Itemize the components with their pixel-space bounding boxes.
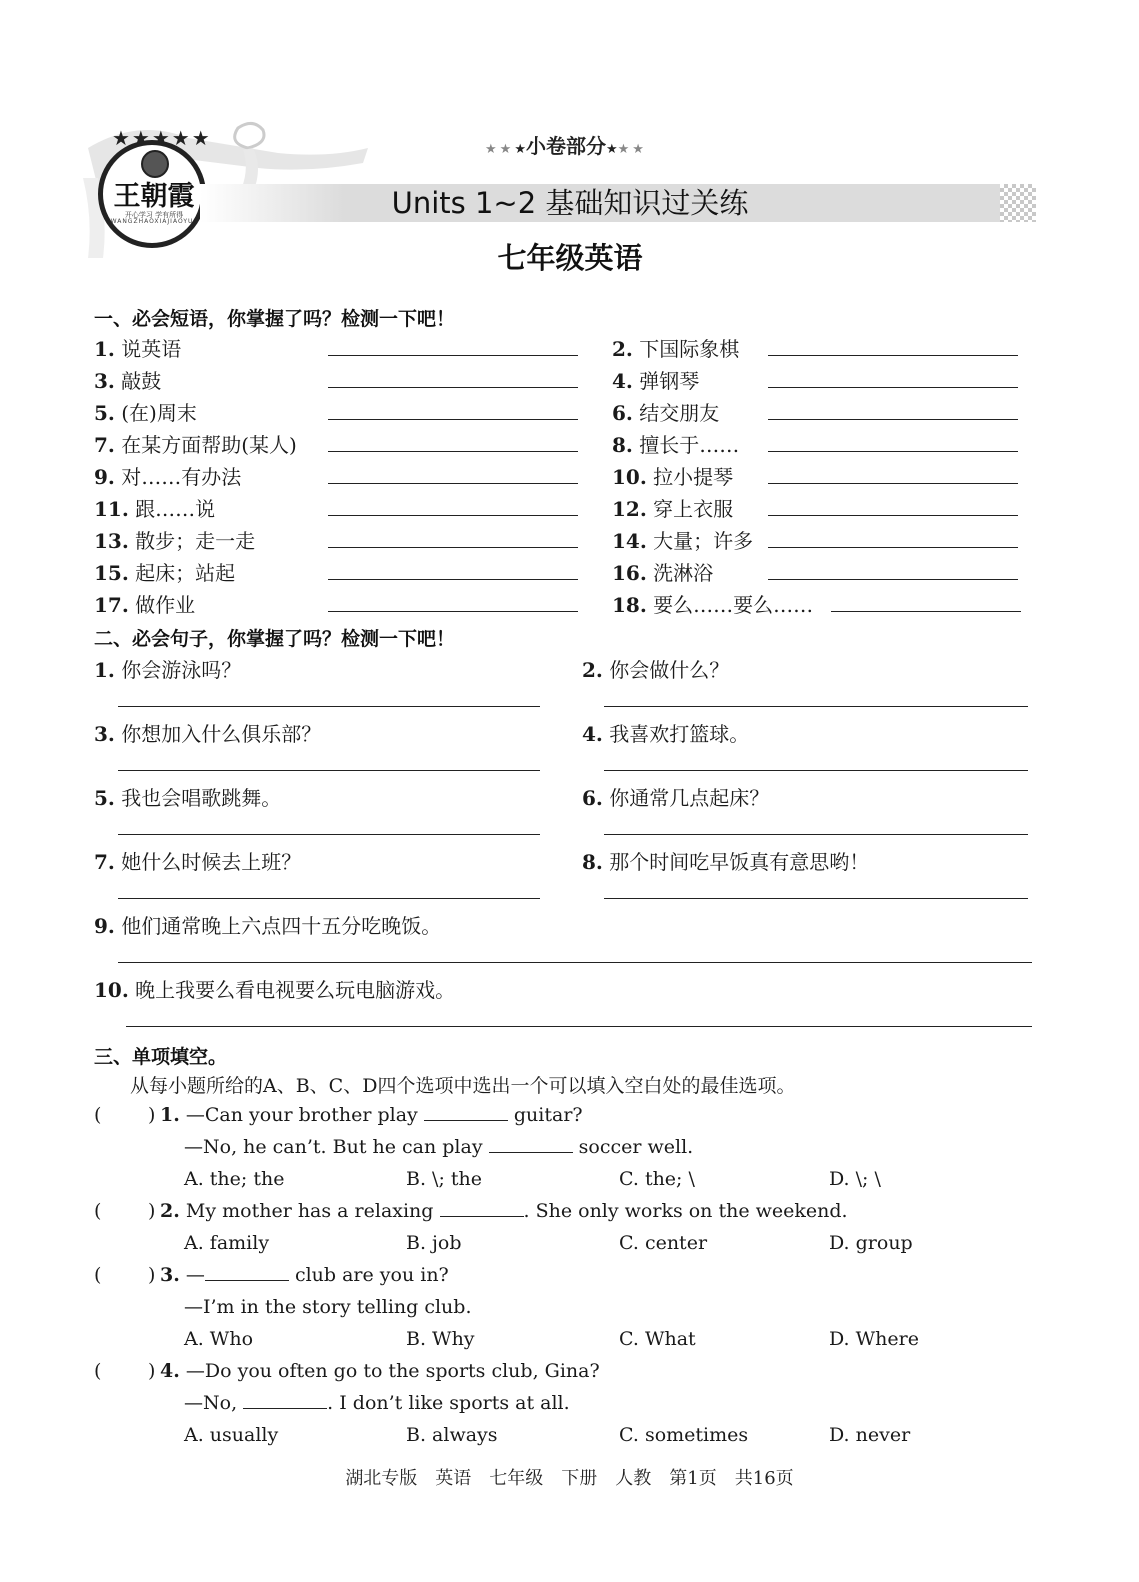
answer-paren-close: ) (148, 1264, 156, 1286)
phrase-text: 在某方面帮助(某人) (121, 433, 297, 457)
phrase-text: 弹钢琴 (639, 369, 700, 393)
question-number: 3. (160, 1264, 180, 1286)
sentence-number: 4. (582, 722, 603, 746)
logo-slogan: 开心学习 学有所得 (124, 211, 184, 219)
phrase-item (612, 526, 753, 556)
option[interactable]: A. the; the (184, 1168, 285, 1190)
sentence-number: 3. (94, 722, 115, 746)
answer-line[interactable] (118, 898, 540, 899)
answer-blank[interactable] (768, 355, 1018, 356)
checker-decoration (1000, 184, 1036, 222)
logo-text: 王朝霞 (113, 181, 195, 212)
phrase-text: 穿上衣服 (653, 497, 734, 521)
option[interactable]: C. the; \ (619, 1168, 695, 1190)
phrase-text: 对……有办法 (121, 465, 242, 489)
sentence-number: 7. (94, 850, 115, 874)
option[interactable]: A. Who (184, 1328, 254, 1350)
sentence-text: 她什么时候去上班？ (121, 850, 302, 874)
sentence-number: 8. (582, 850, 603, 874)
question-text: — (185, 1264, 205, 1286)
star-icon: ★ (606, 142, 618, 157)
phrase-number: 8. (612, 433, 633, 457)
phrase-text: 擅长于…… (639, 433, 740, 457)
question-number: 1. (160, 1104, 180, 1126)
phrase-text: 下国际象棋 (639, 337, 740, 361)
phrase-item (612, 366, 699, 396)
phrase-number: 4. (612, 369, 633, 393)
answer-blank[interactable] (328, 483, 578, 484)
question-number: 2. (160, 1200, 180, 1222)
answer-blank[interactable] (328, 419, 578, 420)
phrase-number: 7. (94, 433, 115, 457)
phrase-number: 18. (612, 593, 647, 617)
answer-blank[interactable] (328, 355, 578, 356)
option[interactable]: C. center (619, 1232, 708, 1254)
logo-ring-text: WANGZHAOXIAJIAOYU (110, 218, 194, 225)
question-line (184, 1392, 570, 1414)
logo-stars-icon: ★★★★★ (112, 126, 212, 150)
sentence-item (582, 654, 729, 683)
question-text: soccer well. (578, 1136, 694, 1158)
sentence-text: 你想加入什么俱乐部？ (121, 722, 322, 746)
question-text: . She only works on the weekend. (523, 1200, 848, 1222)
question-line (184, 1136, 693, 1158)
question-line (160, 1360, 600, 1382)
phrase-text: 洗淋浴 (653, 561, 714, 585)
phrase-text: 跟……说 (135, 497, 216, 521)
answer-blank[interactable] (831, 611, 1021, 612)
phrase-item (94, 494, 215, 524)
phrase-text: 起床；站起 (135, 561, 236, 585)
part1-heading: 一、必会短语，你掌握了吗？检测一下吧！ (94, 308, 456, 330)
phrase-item (94, 430, 297, 460)
answer-line[interactable] (604, 834, 1028, 835)
phrase-item (612, 494, 733, 524)
answer-blank[interactable] (768, 451, 1018, 452)
sentence-item (94, 910, 441, 939)
phrase-number: 12. (612, 497, 647, 521)
answer-paren-open: ( (94, 1264, 102, 1286)
option[interactable]: A. usually (184, 1424, 279, 1446)
sentence-item (94, 782, 281, 811)
option[interactable]: A. family (184, 1232, 270, 1254)
answer-blank[interactable] (328, 387, 578, 388)
question-text: My mother has a relaxing (185, 1200, 434, 1222)
sentence-text: 晚上我要么看电视要么玩电脑游戏。 (135, 978, 456, 1002)
answer-line[interactable] (126, 1026, 1032, 1027)
question-text: . I don’t like sports at all. (327, 1392, 570, 1414)
answer-paren-open: ( (94, 1360, 102, 1382)
answer-blank[interactable] (768, 387, 1018, 388)
sentence-number: 2. (582, 658, 603, 682)
phrase-item (94, 526, 255, 556)
question-text: —Do you often go to the sports club, Gina? (185, 1360, 600, 1382)
question-text: —No, (184, 1392, 238, 1414)
phrase-number: 3. (94, 369, 115, 393)
answer-line[interactable] (118, 770, 540, 771)
phrase-text: 拉小提琴 (653, 465, 734, 489)
answer-line[interactable] (604, 898, 1028, 899)
section-tag-text: 小卷部分 (526, 134, 606, 158)
option[interactable]: B. job (406, 1232, 462, 1254)
phrase-number: 2. (612, 337, 633, 361)
option[interactable]: B. \; the (406, 1168, 482, 1190)
section-tag (466, 130, 666, 159)
phrase-number: 16. (612, 561, 647, 585)
phrase-number: 15. (94, 561, 129, 585)
fill-blank[interactable] (489, 1136, 573, 1153)
phrase-text: 结交朋友 (639, 401, 720, 425)
sentence-item (94, 718, 321, 747)
question-text: club are you in? (294, 1264, 449, 1286)
answer-blank[interactable] (768, 515, 1018, 516)
sentence-text: 他们通常晚上六点四十五分吃晚饭。 (121, 914, 442, 938)
answer-line[interactable] (604, 770, 1028, 771)
part2-heading: 二、必会句子，你掌握了吗？检测一下吧！ (94, 628, 456, 650)
phrase-number: 9. (94, 465, 115, 489)
phrase-number: 5. (94, 401, 115, 425)
phrase-item (612, 462, 733, 492)
sentence-number: 6. (582, 786, 603, 810)
sentence-item (94, 846, 301, 875)
page-title: Units 1~2 基础知识过关练 (391, 186, 749, 220)
fill-blank[interactable] (243, 1392, 327, 1409)
part3-heading: 三、单项填空。 (94, 1046, 228, 1068)
phrase-text: 做作业 (135, 593, 196, 617)
option[interactable]: D. never (829, 1424, 911, 1446)
phrase-item (94, 590, 195, 620)
answer-line[interactable] (118, 962, 1032, 963)
phrase-text: 说英语 (121, 337, 182, 361)
phrase-item (612, 398, 719, 428)
answer-blank[interactable] (768, 579, 1018, 580)
answer-line[interactable] (118, 834, 540, 835)
question-line (160, 1200, 848, 1222)
question-text: —No, he can’t. But he can play (184, 1136, 483, 1158)
option[interactable]: D. group (829, 1232, 913, 1254)
answer-blank[interactable] (768, 547, 1018, 548)
answer-paren-open: ( (94, 1104, 102, 1126)
option[interactable]: D. Where (829, 1328, 919, 1350)
phrase-number: 17. (94, 593, 129, 617)
sentence-number: 9. (94, 914, 115, 938)
phrase-number: 6. (612, 401, 633, 425)
phrase-text: 散步；走一走 (135, 529, 256, 553)
option[interactable]: C. What (619, 1328, 696, 1350)
option[interactable]: C. sometimes (619, 1424, 749, 1446)
question-number: 4. (160, 1360, 180, 1382)
answer-blank[interactable] (768, 483, 1018, 484)
answer-paren-open: ( (94, 1200, 102, 1222)
phrase-item (94, 398, 197, 428)
phrase-number: 1. (94, 337, 115, 361)
question-line (160, 1104, 583, 1126)
answer-blank[interactable] (768, 419, 1018, 420)
phrase-item (612, 558, 713, 588)
phrase-text: (在)周末 (121, 401, 197, 425)
phrase-number: 14. (612, 529, 647, 553)
answer-blank[interactable] (328, 515, 578, 516)
sentence-text: 你会游泳吗？ (121, 658, 242, 682)
sentence-text: 我也会唱歌跳舞。 (121, 786, 282, 810)
question-line: —I’m in the story telling club. (184, 1296, 472, 1318)
sentence-number: 5. (94, 786, 115, 810)
phrase-text: 敲鼓 (121, 369, 162, 393)
fill-blank[interactable] (440, 1200, 524, 1217)
phrase-number: 13. (94, 529, 129, 553)
sentence-number: 1. (94, 658, 115, 682)
answer-paren-close: ) (148, 1360, 156, 1382)
answer-blank[interactable] (328, 451, 578, 452)
sentence-number: 10. (94, 978, 129, 1002)
star-icon: ★★ (617, 142, 647, 157)
sentence-text: 我喜欢打篮球。 (609, 722, 750, 746)
sentence-item (582, 782, 769, 811)
phrase-item (94, 334, 181, 364)
fill-blank[interactable] (205, 1264, 289, 1281)
answer-paren-close: ) (148, 1200, 156, 1222)
question-line (160, 1264, 449, 1286)
question-text: guitar? (513, 1104, 583, 1126)
phrase-text: 大量；许多 (653, 529, 754, 553)
sentence-item (94, 974, 455, 1003)
phrase-item (612, 590, 813, 620)
answer-blank[interactable] (328, 579, 578, 580)
question-text: —Can your brother play (185, 1104, 418, 1126)
star-icon: ★★ (485, 142, 515, 157)
option[interactable]: B. always (406, 1424, 498, 1446)
phrase-number: 11. (94, 497, 129, 521)
sentence-item (94, 654, 241, 683)
part3-instruction: 从每小题所给的A、B、C、D四个选项中选出一个可以填入空白处的最佳选项。 (130, 1075, 796, 1097)
page-subtitle: 七年级英语 (497, 241, 643, 275)
phrase-item (612, 334, 739, 364)
option[interactable]: D. \; \ (829, 1168, 881, 1190)
sentence-text: 那个时间吃早饭真有意思哟！ (609, 850, 870, 874)
phrase-item (94, 558, 235, 588)
answer-line[interactable] (604, 706, 1028, 707)
sentence-text: 你通常几点起床？ (609, 786, 770, 810)
phrase-item (94, 462, 241, 492)
sentence-item (582, 846, 869, 875)
phrase-item (612, 430, 739, 460)
page-footer: 湖北专版 英语 七年级 下册 人教 第1页 共16页 (345, 1468, 794, 1489)
answer-blank[interactable] (328, 547, 578, 548)
phrase-text: 要么……要么…… (653, 593, 814, 617)
answer-blank[interactable] (328, 611, 578, 612)
option[interactable]: B. Why (406, 1328, 475, 1350)
answer-line[interactable] (118, 706, 540, 707)
sentence-item (582, 718, 749, 747)
fill-blank[interactable] (424, 1104, 508, 1121)
answer-paren-close: ) (148, 1104, 156, 1126)
star-icon: ★ (514, 142, 526, 157)
phrase-number: 10. (612, 465, 647, 489)
sentence-text: 你会做什么？ (609, 658, 730, 682)
phrase-item (94, 366, 161, 396)
